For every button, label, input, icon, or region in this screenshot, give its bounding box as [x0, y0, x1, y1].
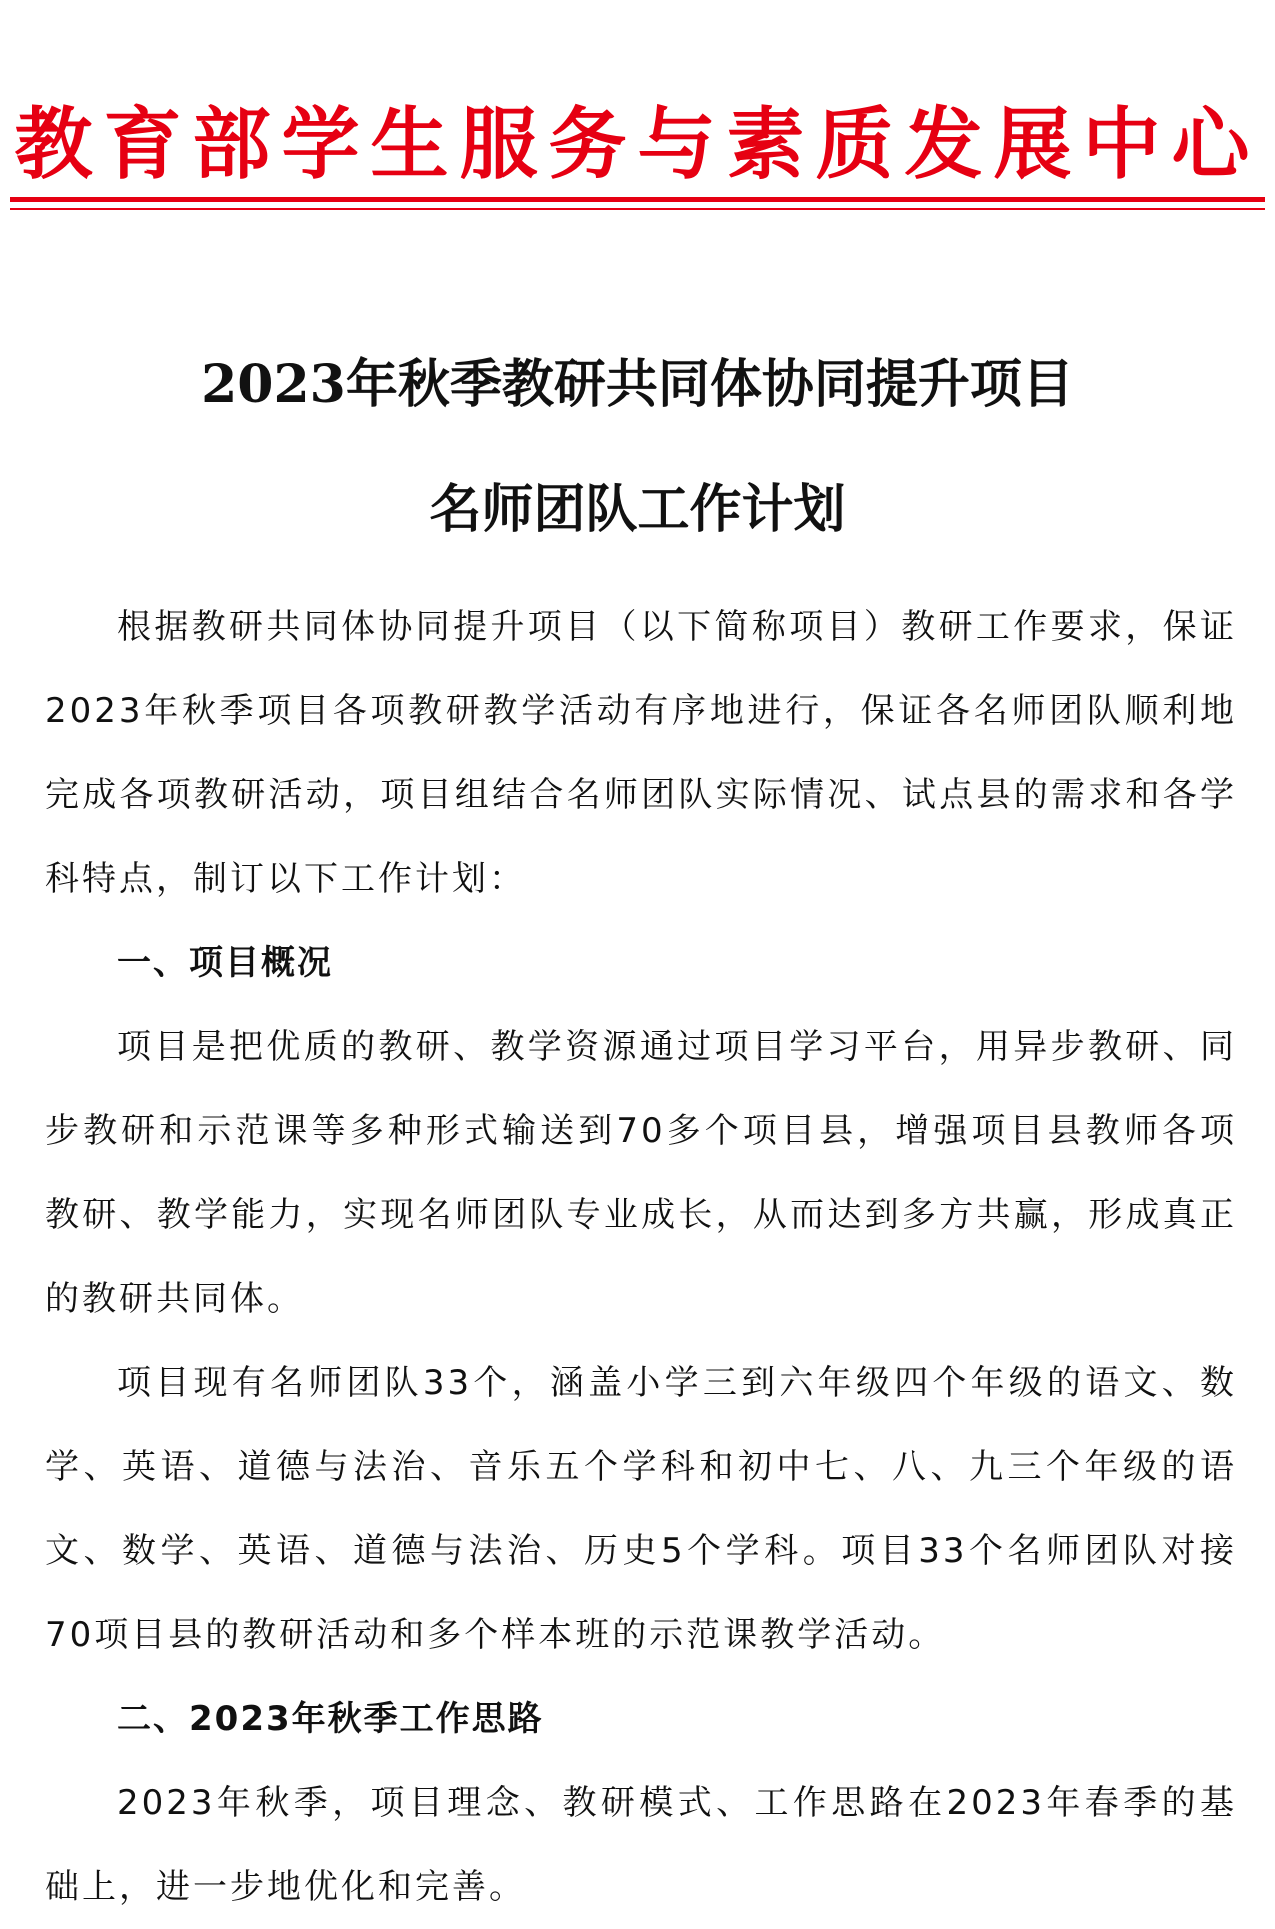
letterhead-rule-thick — [10, 197, 1265, 202]
overview-paragraph-1: 项目是把优质的教研、教学资源通过项目学习平台，用异步教研、同步教研和示范课等多种形式输送到70多个项目县，增强项目县教师各项教研、教学能力，实现名师团队专业成长，从而达到多方共赢，形成真正的教研共同体。 — [45, 1027, 1237, 1319]
work-plan-paragraph-1: 2023年秋季，项目理念、教研模式、工作思路在2023年春季的基础上，进一步地优化和完善。 — [45, 1783, 1237, 1907]
letterhead-rule-thin — [10, 208, 1265, 210]
overview-paragraph-2: 项目现有名师团队33个，涵盖小学三到六年级四个年级的语文、数学、英语、道德与法治、音乐五个学科和初中七、八、九三个年级的语文、数学、英语、道德与法治、历史5个学科。项目33个名师团队对接70项目县的教研活动和多个样本班的示范课教学活动。 — [45, 1363, 1237, 1655]
intro-paragraph: 根据教研共同体协同提升项目（以下简称项目）教研工作要求，保证2023年秋季项目各项教研教学活动有序地进行，保证各名师团队顺利地完成各项教研活动，项目组结合名师团队实际情况、试点县的需求和各学科特点，制订以下工作计划： — [45, 607, 1237, 899]
section-heading-overview: 一、项目概况 — [117, 943, 333, 983]
document-title-line-1: 2023年秋季教研共同体协同提升项目 — [201, 354, 1074, 415]
document-title-line-2: 名师团队工作计划 — [429, 479, 846, 540]
letterhead-org-name: 教育部学生服务与素质发展中心 — [14, 99, 1261, 190]
document-body — [45, 585, 1237, 1929]
section-heading-work-plan: 二、2023年秋季工作思路 — [117, 1699, 544, 1739]
